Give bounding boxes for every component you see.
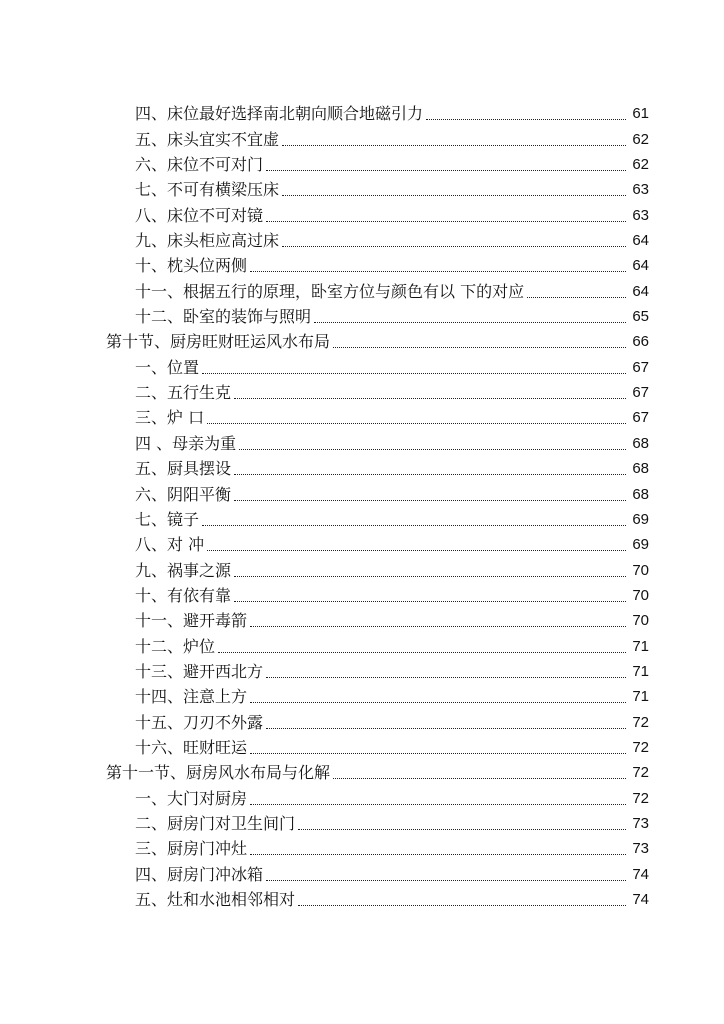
toc-page-number: 70 xyxy=(632,561,649,579)
toc-page-number: 68 xyxy=(632,460,649,478)
toc-dot-leader xyxy=(314,322,626,323)
toc-entry[interactable] xyxy=(0,403,724,428)
toc-dot-leader xyxy=(250,271,626,272)
toc-entry-title: 十三、避开西北方 xyxy=(135,661,264,681)
toc-section-entry[interactable] xyxy=(0,327,724,352)
toc-entry[interactable] xyxy=(0,859,724,884)
toc-page-number: 68 xyxy=(632,485,649,503)
toc-entry[interactable] xyxy=(0,378,724,403)
toc-entry[interactable] xyxy=(0,885,724,910)
toc-entry[interactable] xyxy=(0,733,724,758)
toc-dot-leader xyxy=(234,601,626,602)
toc-entry-title: 八、床位不可对镜 xyxy=(135,205,264,225)
toc-entry[interactable] xyxy=(0,783,724,808)
toc-page-number: 63 xyxy=(632,206,649,224)
toc-page-number: 72 xyxy=(632,764,649,782)
toc-entry-title: 第十一节、厨房风水布局与化解 xyxy=(106,763,331,783)
toc-entry-title: 一、位置 xyxy=(135,357,200,377)
toc-entry-title: 五、厨具摆设 xyxy=(135,459,232,479)
toc-entry-title: 五、床头宜实不宜虚 xyxy=(135,129,280,149)
toc-entry[interactable] xyxy=(0,606,724,631)
toc-page-number: 67 xyxy=(632,409,649,427)
toc-dot-leader xyxy=(266,170,626,171)
toc-dot-leader xyxy=(234,500,626,501)
toc-entry-title: 七、不可有横梁压床 xyxy=(135,180,280,200)
toc-dot-leader xyxy=(207,423,626,424)
toc-dot-leader xyxy=(333,347,626,348)
toc-dot-leader xyxy=(266,221,626,222)
toc-entry-title: 四 、母亲为重 xyxy=(135,433,237,453)
toc-dot-leader xyxy=(234,398,626,399)
toc-page-number: 70 xyxy=(632,612,649,630)
toc-dot-leader xyxy=(234,576,626,577)
toc-dot-leader xyxy=(250,854,626,855)
toc-entry[interactable] xyxy=(0,251,724,276)
toc-entry[interactable] xyxy=(0,454,724,479)
toc-entry-title: 十四、注意上方 xyxy=(135,687,248,707)
toc-dot-leader xyxy=(266,677,626,678)
toc-page-number: 74 xyxy=(632,865,649,883)
toc-dot-leader xyxy=(527,297,626,298)
toc-entry-title: 九、祸事之源 xyxy=(135,560,232,580)
toc-entry[interactable] xyxy=(0,834,724,859)
toc-entry-title: 四、厨房门冲冰箱 xyxy=(135,864,264,884)
toc-page-number: 74 xyxy=(632,891,649,908)
toc-dot-leader xyxy=(250,804,626,805)
toc-entry-title: 十、有依有靠 xyxy=(135,585,232,605)
toc-entry[interactable] xyxy=(0,505,724,530)
toc-entry[interactable] xyxy=(0,124,724,149)
toc-entry-title: 三、炉 口 xyxy=(135,408,205,428)
toc-dot-leader xyxy=(202,373,626,374)
toc-dot-leader xyxy=(207,550,626,551)
toc-entry[interactable] xyxy=(0,200,724,225)
toc-entry-title: 十一、根据五行的原理，卧室方位与颜色有以 下的对应 xyxy=(135,281,525,301)
toc-page-number: 69 xyxy=(632,510,649,528)
toc-dot-leader xyxy=(282,195,626,196)
toc-entry[interactable] xyxy=(0,809,724,834)
toc-dot-leader xyxy=(202,525,626,526)
toc-entry-title: 五、灶和水池相邻相对 xyxy=(135,890,296,909)
toc-page-number: 71 xyxy=(632,637,649,655)
toc-dot-leader xyxy=(239,449,626,450)
toc-entry-title: 一、大门对厨房 xyxy=(135,788,248,808)
toc-dot-leader xyxy=(266,728,626,729)
toc-dot-leader xyxy=(282,246,626,247)
toc-dot-leader xyxy=(218,652,626,653)
toc-section-entry[interactable] xyxy=(0,758,724,783)
toc-entry-title: 十二、卧室的装饰与照明 xyxy=(135,307,312,327)
toc-entry-title: 三、厨房门冲灶 xyxy=(135,839,248,859)
toc-entry-title: 六、阴阳平衡 xyxy=(135,484,232,504)
toc-page-number: 72 xyxy=(632,738,649,756)
toc-entry-title: 二、厨房门对卫生间门 xyxy=(135,813,296,833)
toc-entry[interactable] xyxy=(0,226,724,251)
table-of-contents xyxy=(0,99,724,910)
toc-page-number: 63 xyxy=(632,181,649,199)
toc-page-number: 62 xyxy=(632,156,649,174)
toc-dot-leader xyxy=(298,829,626,830)
toc-entry-title: 七、镜子 xyxy=(135,509,200,529)
toc-page-number: 70 xyxy=(632,586,649,604)
toc-dot-leader xyxy=(298,905,626,906)
toc-page-number: 73 xyxy=(632,840,649,858)
toc-entry-title: 四、床位最好选择南北朝向顺合地磁引力 xyxy=(135,104,424,124)
toc-page-number: 71 xyxy=(632,662,649,680)
toc-entry[interactable] xyxy=(0,657,724,682)
toc-entry-title: 八、对 冲 xyxy=(135,535,205,555)
toc-entry[interactable] xyxy=(0,175,724,200)
toc-page-number: 64 xyxy=(632,257,649,275)
toc-entry-title: 六、床位不可对门 xyxy=(135,155,264,175)
toc-entry-title: 第十节、厨房旺财旺运风水布局 xyxy=(106,332,331,352)
toc-page-number: 67 xyxy=(632,384,649,402)
toc-dot-leader xyxy=(333,778,626,779)
toc-page-number: 73 xyxy=(632,814,649,832)
toc-entry[interactable] xyxy=(0,707,724,732)
toc-entry[interactable] xyxy=(0,631,724,656)
toc-entry[interactable] xyxy=(0,555,724,580)
toc-entry[interactable] xyxy=(0,99,724,124)
toc-page-number: 61 xyxy=(632,105,649,123)
toc-entry-title: 十五、刀刃不外露 xyxy=(135,712,264,732)
toc-entry-title: 十六、旺财旺运 xyxy=(135,737,248,757)
toc-entry[interactable] xyxy=(0,479,724,504)
toc-entry[interactable] xyxy=(0,530,724,555)
toc-entry-title: 十二、炉位 xyxy=(135,636,216,656)
toc-page-number: 65 xyxy=(632,308,649,326)
toc-page-number: 64 xyxy=(632,232,649,250)
toc-entry[interactable] xyxy=(0,302,724,327)
toc-page-number: 62 xyxy=(632,130,649,148)
toc-entry-title: 十一、避开毒箭 xyxy=(135,611,248,631)
toc-entry-title: 二、五行生克 xyxy=(135,383,232,403)
toc-page-number: 64 xyxy=(632,282,649,300)
toc-entry[interactable] xyxy=(0,150,724,175)
toc-dot-leader xyxy=(266,880,626,881)
toc-entry-title: 九、床头柜应高过床 xyxy=(135,231,280,251)
toc-page-number: 66 xyxy=(632,333,649,351)
toc-entry[interactable] xyxy=(0,581,724,606)
toc-entry[interactable] xyxy=(0,276,724,301)
toc-dot-leader xyxy=(250,753,626,754)
toc-page-number: 72 xyxy=(632,789,649,807)
toc-page-number: 67 xyxy=(632,358,649,376)
toc-page-number: 72 xyxy=(632,713,649,731)
toc-dot-leader xyxy=(426,119,626,120)
toc-dot-leader xyxy=(250,702,626,703)
toc-page-number: 69 xyxy=(632,536,649,554)
toc-page-number: 68 xyxy=(632,434,649,452)
toc-dot-leader xyxy=(282,145,626,146)
toc-dot-leader xyxy=(234,474,626,475)
toc-entry-title: 十、枕头位两侧 xyxy=(135,256,248,276)
toc-page-number: 71 xyxy=(632,688,649,706)
toc-dot-leader xyxy=(250,626,626,627)
toc-entry[interactable] xyxy=(0,428,724,453)
toc-entry[interactable] xyxy=(0,682,724,707)
toc-entry[interactable] xyxy=(0,352,724,377)
